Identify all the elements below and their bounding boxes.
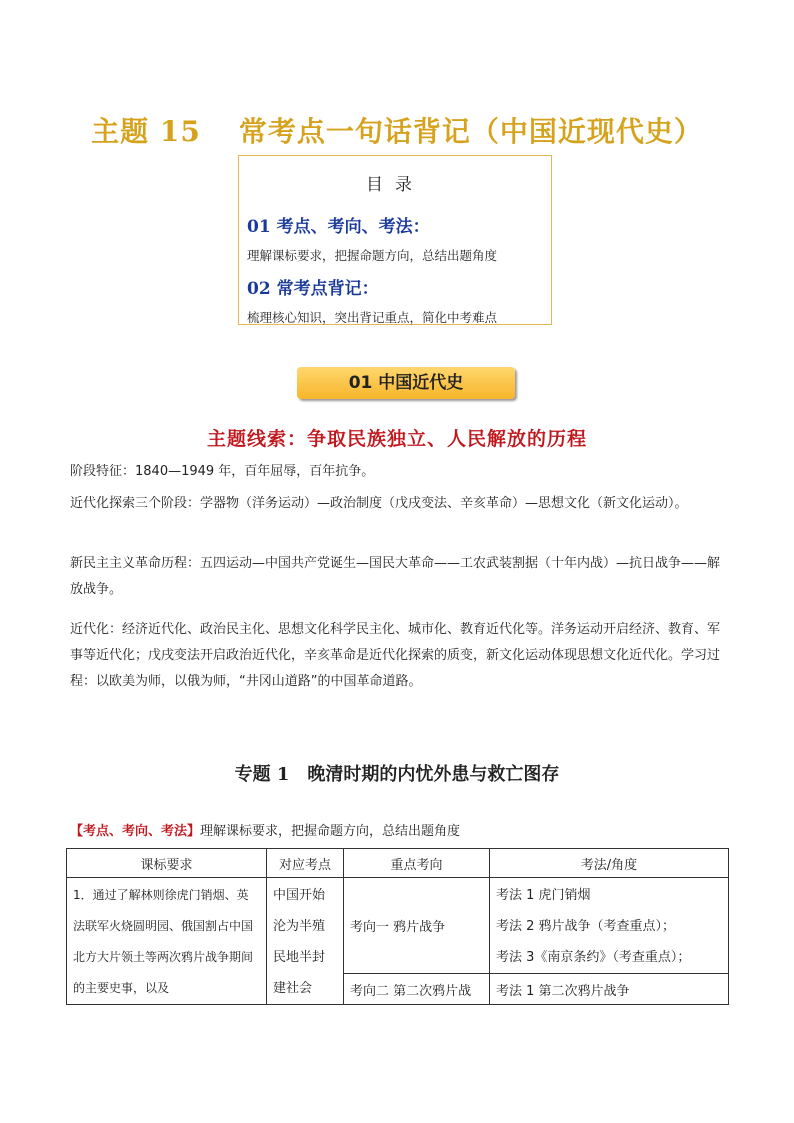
toc-item-2[interactable]: 02 常考点背记：	[247, 279, 379, 299]
col-header-point: 对应考点	[267, 849, 344, 878]
table-row	[67, 878, 729, 974]
cell-direction-1: 考向一 鸦片战争	[344, 878, 490, 974]
toc-heading: 目录	[366, 175, 424, 195]
topic-name: 晚清时期的内忧外患与救亡图存	[307, 764, 560, 785]
paragraph-stage: 阶段特征：1840—1949 年，百年屈辱，百年抗争。	[70, 464, 375, 479]
theme-line: 主题线索：争取民族独立、人民解放的历程	[206, 428, 587, 450]
method-line: 考法 1 虎门销烟	[496, 888, 591, 903]
toc-item-1-desc: 理解课标要求，把握命题方向，总结出题角度	[247, 248, 498, 263]
method-line: 考法 3《南京条约》（考查重点）；	[496, 950, 691, 965]
topic-number: 专题 1	[234, 764, 290, 785]
table-of-contents	[238, 155, 552, 325]
method-line: 考法 2 鸦片战争（考查重点）；	[496, 919, 676, 934]
col-header-method: 考法/角度	[490, 849, 729, 878]
paragraph-modernization-stages: 近代化探索三个阶段：学器物（洋务运动）—政治制度（戊戌变法、辛亥革命）—思想文化（新文化运动）。	[70, 496, 688, 511]
cell-methods-2	[490, 974, 729, 1005]
page-title	[0, 110, 794, 150]
title-topic-number: 主题 15	[91, 115, 201, 148]
requirement-text: 理解课标要求，把握命题方向，总结出题角度	[200, 824, 461, 839]
toc-item-1[interactable]: 01 考点、考向、考法：	[247, 217, 430, 237]
title-topic-name: 常考点一句话背记（中国近现代史）	[238, 115, 703, 148]
requirement-tag: 【考点、考向、考法】	[70, 824, 201, 839]
requirements-table	[66, 848, 729, 1005]
requirement-line	[70, 820, 460, 839]
paragraph-revolution: 新民主主义革命历程：五四运动—中国共产党诞生—国民大革命——工农武装割据（十年内战）—抗日战争——解放战争。	[70, 556, 721, 597]
cell-standard	[67, 878, 267, 1005]
toc-item-2-desc: 梳理核心知识，突出背记重点，简化中考难点	[247, 310, 498, 325]
col-header-direction: 重点考向	[344, 849, 490, 878]
standard-text: 1．通过了解林则徐虎门销烟、英法联军火烧圆明园、俄国割占中国北方大片领土等两次鸦片战争期间的主要史事，以及	[73, 888, 254, 995]
table-header-row	[67, 849, 729, 878]
point-text: 中国开始沦为半殖民地半封建社会	[273, 888, 326, 996]
paragraph-modernization: 近代化：经济近代化、政治民主化、思想文化科学民主化、城市化、教育近代化等。洋务运动开启经济、教育、军事等近代化；戊戌变法开启政治近代化，辛亥革命是近代化探索的质变，新文化运动体现思想文化近代化。学习过程：以欧美为师，以俄为师，“井冈山道路”的中国革命道路。	[70, 622, 721, 689]
cell-direction-2: 考向二 第二次鸦片战	[344, 974, 490, 1005]
cell-methods-1	[490, 878, 729, 974]
topic-title	[0, 760, 794, 786]
cell-point	[267, 878, 344, 1005]
method-line: 考法 1 第二次鸦片战争	[496, 983, 630, 999]
col-header-standard: 课标要求	[67, 849, 267, 878]
section-banner: 01 中国近代史	[297, 367, 515, 399]
